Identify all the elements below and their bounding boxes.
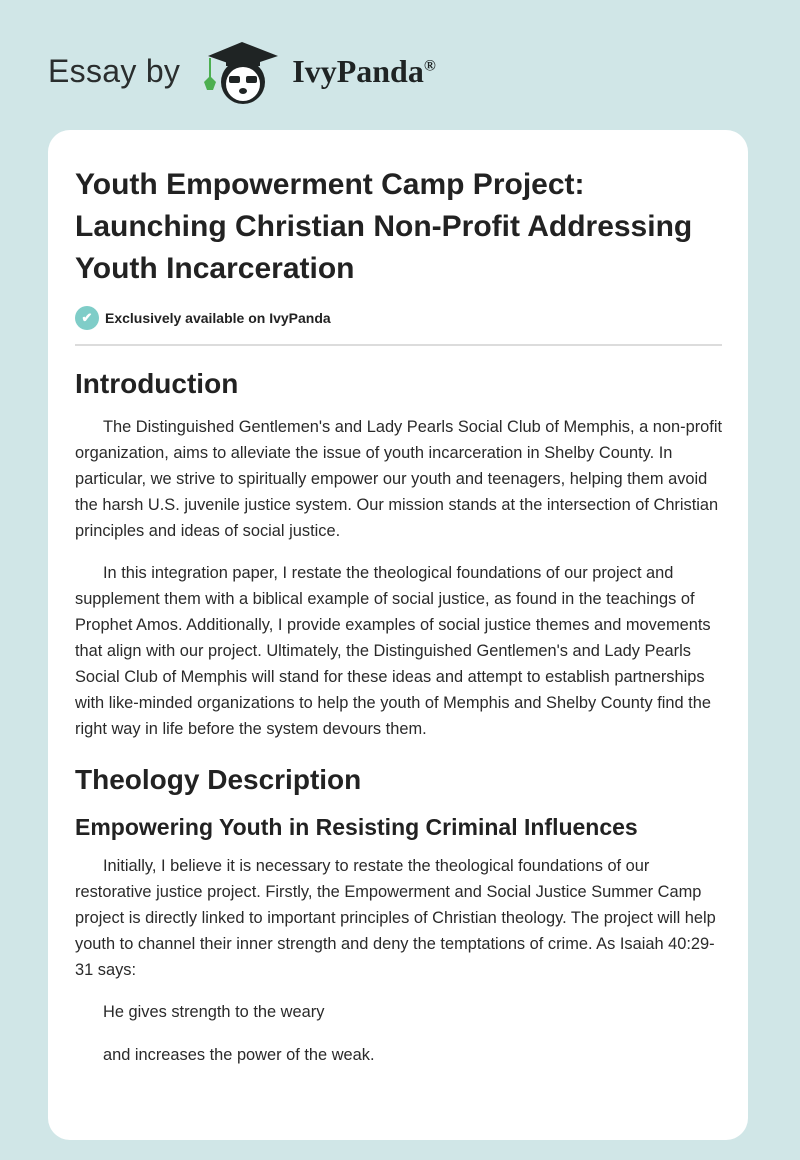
paragraph: The Distinguished Gentlemen's and Lady Pearls Social Club of Memphis, a non-profit organization, aims to alleviate the issue of youth incarceration in Shelby County. In particular, we strive to spiritually empower our youth and teenagers, helping them avoid the harsh U.S. juvenile justice system. Our mission stands at the intersection of Christian principles and ideas of social justice. bbox=[75, 418, 723, 540]
exclusive-badge bbox=[75, 306, 722, 330]
section-heading: Introduction bbox=[75, 368, 239, 399]
subsection-heading: Empowering Youth in Resisting Criminal Influences bbox=[75, 814, 638, 840]
check-icon: ✔ bbox=[75, 306, 99, 330]
paragraph: In this integration paper, I restate the theological foundations of our project and supplement them with a biblical example of social justice, as found in the teachings of Prophet Amos. Additionally, I provide examples of social justice themes and movements that align with our project. Ultimately, the Distinguished Gentlemen's and Lady Pearls Social Club of Memphis will stand for these ideas and attempt to establish partnerships with like-minded organizations to help the youth of Memphis and Shelby County find the right way in life before the system devours them. bbox=[75, 564, 711, 738]
essay-card bbox=[48, 130, 748, 1140]
ivypanda-logo-icon[interactable] bbox=[198, 36, 284, 106]
divider bbox=[75, 344, 722, 346]
site-header bbox=[48, 36, 436, 106]
paragraph: Initially, I believe it is necessary to restate the theological foundations of our restorative justice project. Firstly, the Empowerment and Social Justice Summer Camp project is directly linked to important principles of Christian theology. The project will help youth to channel their inner strength and deny the temptations of crime. As Isaiah 40:29-31 says: bbox=[75, 857, 716, 979]
quote-line: and increases the power of the weak. bbox=[103, 1046, 375, 1064]
section-heading: Theology Description bbox=[75, 764, 362, 795]
page-title: Youth Empowerment Camp Project: Launching Christian Non-Profit Addressing Youth Incarceration bbox=[75, 168, 693, 285]
quote-line: He gives strength to the weary bbox=[103, 1003, 325, 1021]
essay-by-label: Essay by bbox=[48, 52, 181, 89]
brand-name[interactable]: IvyPanda® bbox=[292, 52, 436, 89]
exclusive-label: Exclusively available on IvyPanda bbox=[105, 310, 331, 326]
